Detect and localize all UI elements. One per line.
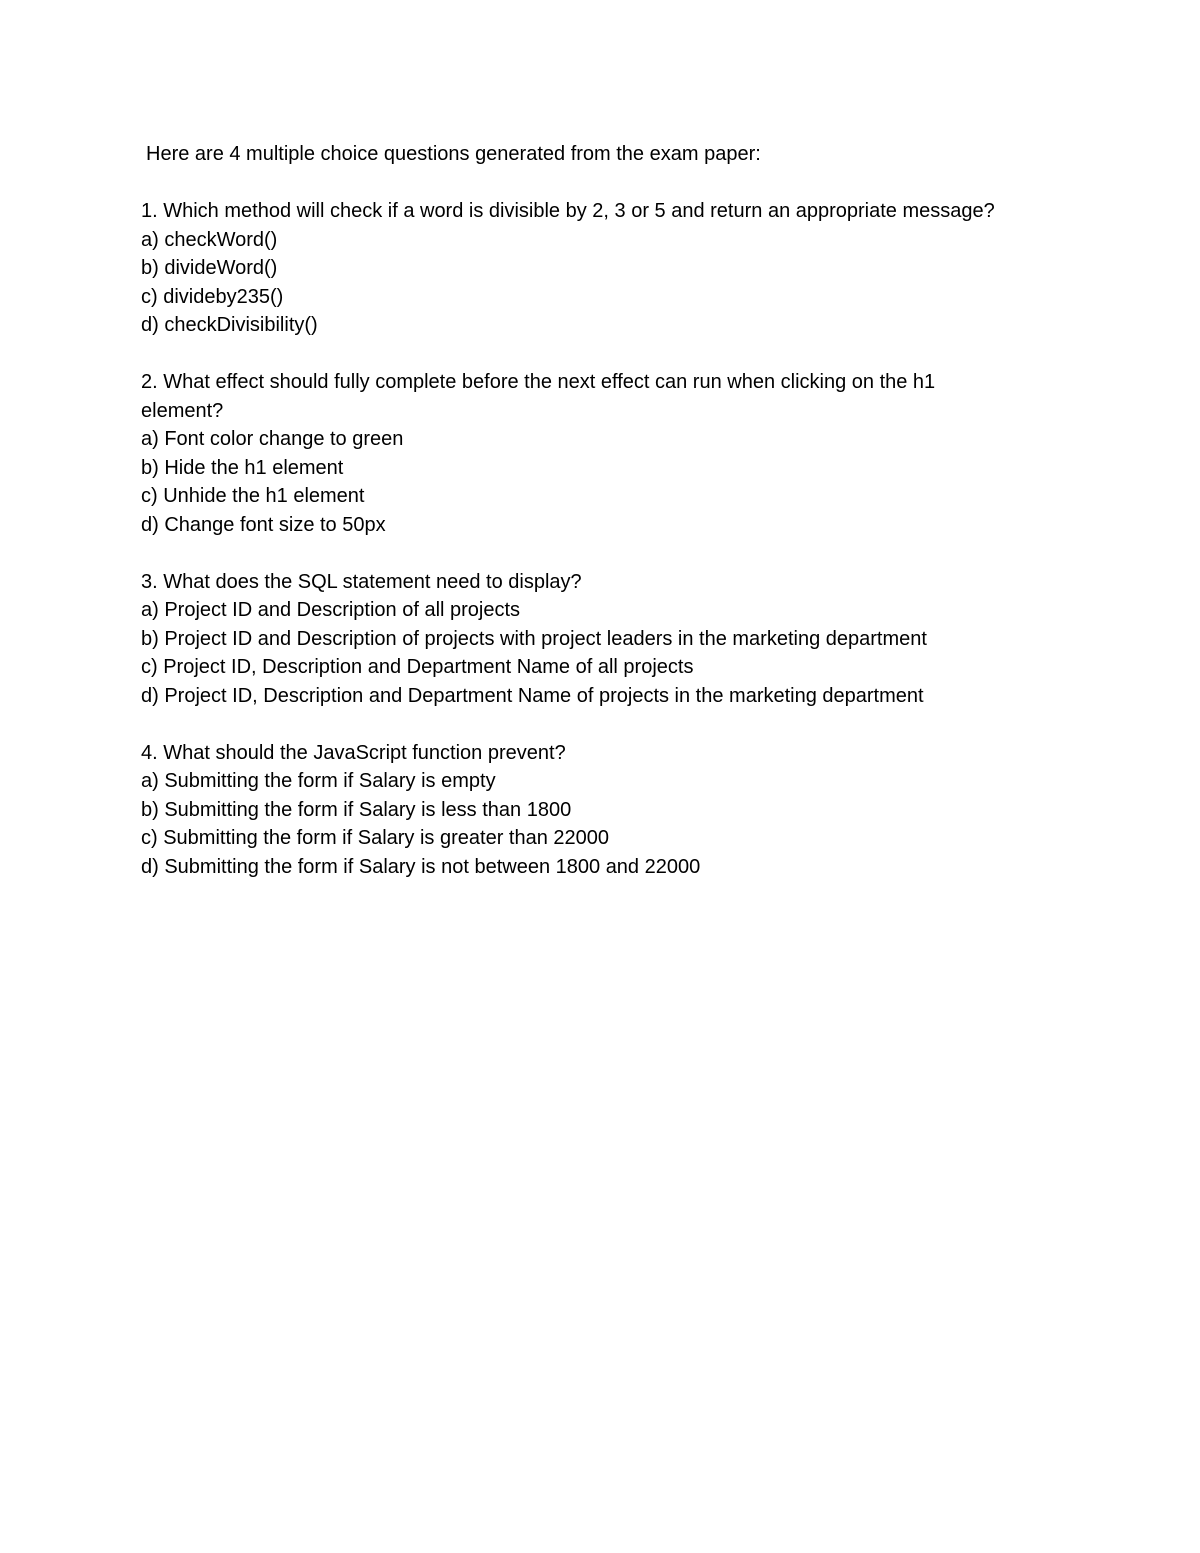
answer-option: c) Project ID, Description and Department Name of all projects	[141, 656, 694, 678]
question-2	[141, 368, 1021, 539]
answer-option: b) divideWord()	[141, 257, 278, 279]
answer-option: a) Font color change to green	[141, 428, 404, 450]
answer-option: a) Project ID and Description of all projects	[141, 599, 521, 621]
answer-option: b) Submitting the form if Salary is less than 1800	[141, 798, 572, 821]
answer-option: d) Project ID, Description and Department Name of projects in the marketing department	[141, 684, 924, 707]
answer-option: b) Project ID and Description of projects with project leaders in the marketing department	[141, 627, 927, 650]
answer-option: c) divideby235()	[141, 285, 284, 308]
question-prompt: 3. What does the SQL statement need to display?	[141, 570, 582, 593]
question-3	[141, 568, 1021, 711]
answer-option: b) Hide the h1 element	[141, 456, 344, 479]
question-prompt: 4. What should the JavaScript function prevent?	[141, 741, 566, 764]
question-prompt: 1. Which method will check if a word is divisible by 2, 3 or 5 and return an appropriate message?	[141, 200, 995, 222]
question-4	[141, 739, 1021, 882]
answer-option: d) checkDivisibility()	[141, 314, 318, 336]
answer-option: c) Unhide the h1 element	[141, 485, 365, 507]
question-1	[141, 197, 1021, 340]
document-body	[141, 140, 1021, 881]
intro-text: Here are 4 multiple choice questions generated from the exam paper:	[146, 143, 761, 165]
answer-option: d) Change font size to 50px	[141, 513, 386, 536]
answer-option: a) Submitting the form if Salary is empty	[141, 770, 496, 792]
question-prompt: 2. What effect should fully complete before the next effect can run when clicking on the h1 element?	[141, 371, 936, 422]
answer-option: a) checkWord()	[141, 228, 278, 251]
answer-option: c) Submitting the form if Salary is greater than 22000	[141, 827, 610, 849]
answer-option: d) Submitting the form if Salary is not between 1800 and 22000	[141, 855, 701, 878]
